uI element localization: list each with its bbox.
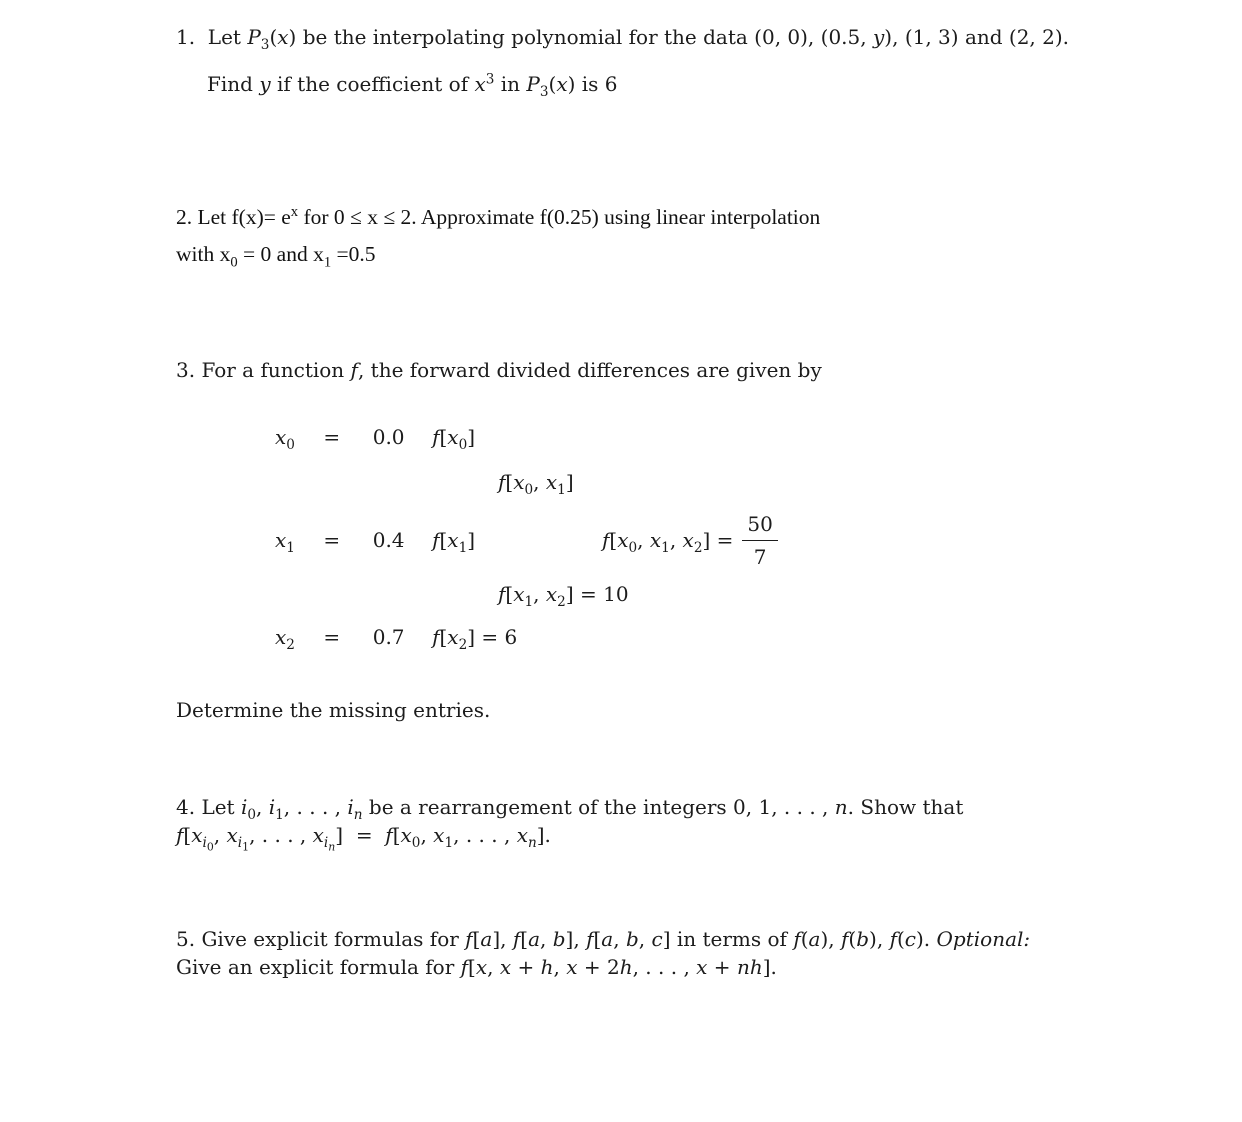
dd-x2-symbol: $x_2$ <box>275 625 295 653</box>
fraction-denominator: 7 <box>742 540 777 571</box>
problem-4-line-1: 4. Let $i_0$, $i_1$, . . . , $i_n$ be a rearrangement of the integers 0, 1, . . . , n. Show that <box>176 795 964 823</box>
dd-x0-equals: = <box>323 425 341 449</box>
dd-x1-symbol: $x_1$ <box>275 528 295 556</box>
dd-x1-value: 0.4 <box>372 528 405 552</box>
problem-2-line-2: with $x_0 = 0$ and $x_1 =0.5$ <box>176 242 376 271</box>
problem-1-line-2: Find y if the coefficient of $x^3$ in $P_3(x)$ is 6 <box>207 71 618 100</box>
dd-f-x2-entry: $f[x_2] = 6$ <box>432 625 518 653</box>
problem-5-line-1: 5. Give explicit formulas for f[a], f[a, b], f[a, b, c] in terms of f(a), f(b), f(c). Optional: <box>176 927 1031 951</box>
dd-f-x0-entry: $f[x_0]$ <box>432 425 476 453</box>
dd-second-difference-label: $f[x_0$, $x_1$, $x_2$] = <box>602 528 734 556</box>
dd-x2-value: 0.7 <box>372 625 405 649</box>
problem-1-line-1: 1. Let $P_3(x)$ be the interpolating polynomial for the data (0, 0), (0.5, y), (1, 3) and (2, 2). <box>176 25 1070 53</box>
problem-3-heading: 3. For a function f, the forward divided differences are given by <box>176 358 822 382</box>
dd-x0-symbol: $x_0$ <box>275 425 295 453</box>
dd-x2-equals: = <box>323 625 341 649</box>
fraction-numerator: 50 <box>747 511 773 536</box>
problem-5-line-2: Give an explicit formula for f[x, x + h, x + 2h, . . . , x + nh]. <box>176 955 777 979</box>
dd-row-x1 <box>275 511 773 569</box>
dd-first-difference-x0x1: $f[x_0$, $x_1$] <box>498 470 574 498</box>
fraction-fifty-sevenths <box>742 510 777 571</box>
dd-second-difference-x0x1x2 <box>602 511 778 569</box>
problem-2-line-1: 2. Let $f(x)= e^x$ for 0 ≤ x ≤ 2. Approximate f(0.25) using linear interpolation <box>176 203 821 229</box>
dd-first-difference-x1x2: $f[x_1$, $x_2] = 10$ <box>498 582 629 610</box>
dd-f-x1-entry: $f[x_1]$ <box>432 528 476 556</box>
problem-4-line-2: $f[x_{i_0}$, $x_{i_1}$, . . . , $x_{i_n}] = f[x_0$, $x_1$, . . . , $x_n$]. <box>176 823 551 854</box>
dd-row-x2 <box>275 623 517 651</box>
problem-3-footer: Determine the missing entries. <box>176 698 491 722</box>
dd-x0-value: 0.0 <box>372 425 405 449</box>
dd-row-x0 <box>275 423 475 451</box>
dd-x1-equals: = <box>323 528 341 552</box>
